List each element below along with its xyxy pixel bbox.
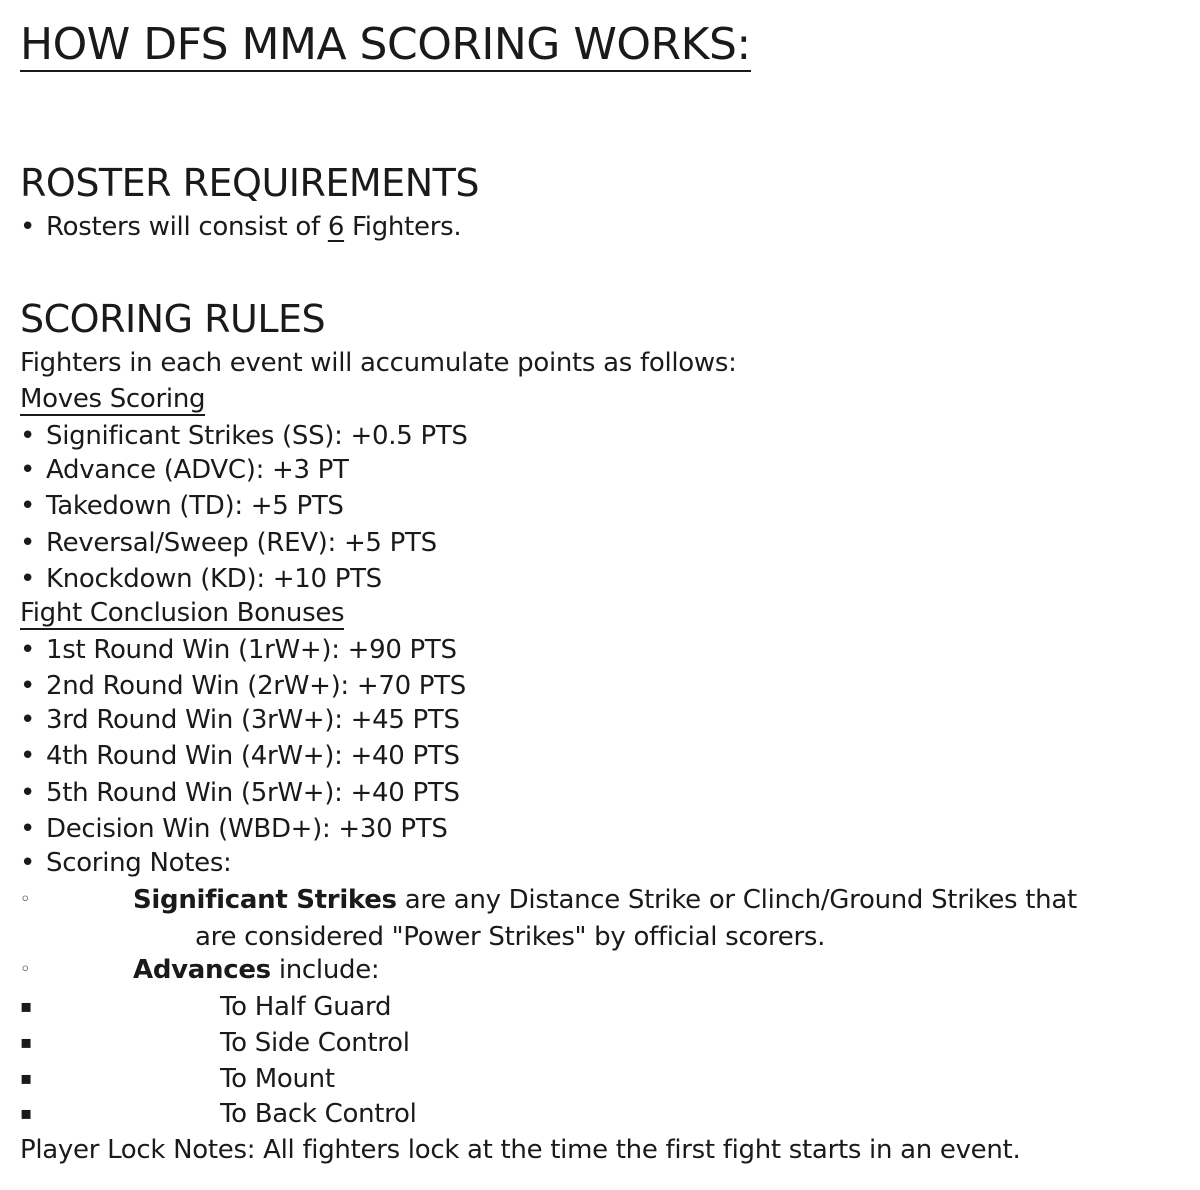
list-item: • Decision Win (WBD+): +30 PTS — [20, 814, 448, 844]
roster-heading: ROSTER REQUIREMENTS — [20, 161, 479, 205]
list-item: • Takedown (TD): +5 PTS — [20, 491, 344, 521]
list-item: • Significant Strikes (SS): +0.5 PTS — [20, 421, 468, 451]
circle-bullet: ◦ — [20, 889, 31, 910]
roster-number: 6 — [327, 212, 345, 242]
square-bullet: ▪ — [20, 1103, 32, 1124]
square-bullet: ▪ — [20, 1032, 32, 1053]
note-adv-term: Advances — [133, 955, 271, 985]
bullet-dot: • — [20, 212, 36, 242]
list-item: • Reversal/Sweep (REV): +5 PTS — [20, 528, 437, 558]
bonus-subheading — [20, 596, 344, 630]
note-ss-text: are any Distance Strike or Clinch/Ground Strikes that — [396, 885, 1077, 915]
note-ss-term: Significant Strikes — [133, 885, 397, 915]
moves-subheading — [20, 382, 205, 416]
circle-bullet: ◦ — [20, 959, 31, 980]
scoring-heading: SCORING RULES — [20, 297, 326, 341]
list-item: • Scoring Notes: — [20, 848, 232, 878]
list-item: • 5th Round Win (5rW+): +40 PTS — [20, 778, 460, 808]
list-item: • 3rd Round Win (3rW+): +45 PTS — [20, 705, 460, 735]
square-bullet: ▪ — [20, 1068, 32, 1089]
page-title — [20, 16, 751, 72]
roster-prefix: Rosters will consist of — [46, 212, 328, 242]
title-underline — [20, 70, 751, 72]
page-title-text: HOW DFS MMA SCORING WORKS: — [20, 19, 751, 70]
square-bullet: ▪ — [20, 996, 32, 1017]
list-item: • 4th Round Win (4rW+): +40 PTS — [20, 741, 460, 771]
player-lock-note: Player Lock Notes: All fighters lock at the time the first fight starts in an event. — [20, 1135, 1021, 1165]
note-adv-text: include: — [270, 955, 380, 985]
moves-subheading-text: Moves Scoring — [20, 384, 206, 414]
list-item: • Knockdown (KD): +10 PTS — [20, 564, 382, 594]
roster-line — [20, 210, 461, 244]
list-item: • Advance (ADVC): +3 PT — [20, 455, 349, 485]
bonus-subheading-text: Fight Conclusion Bonuses — [20, 598, 345, 628]
list-item: • 1st Round Win (1rW+): +90 PTS — [20, 635, 457, 665]
list-item: • 2nd Round Win (2rW+): +70 PTS — [20, 671, 466, 701]
note-ss-continuation: are considered "Power Strikes" by official scorers. — [195, 922, 826, 952]
roster-suffix: Fighters. — [344, 212, 462, 242]
scoring-intro: Fighters in each event will accumulate points as follows: — [20, 348, 737, 378]
